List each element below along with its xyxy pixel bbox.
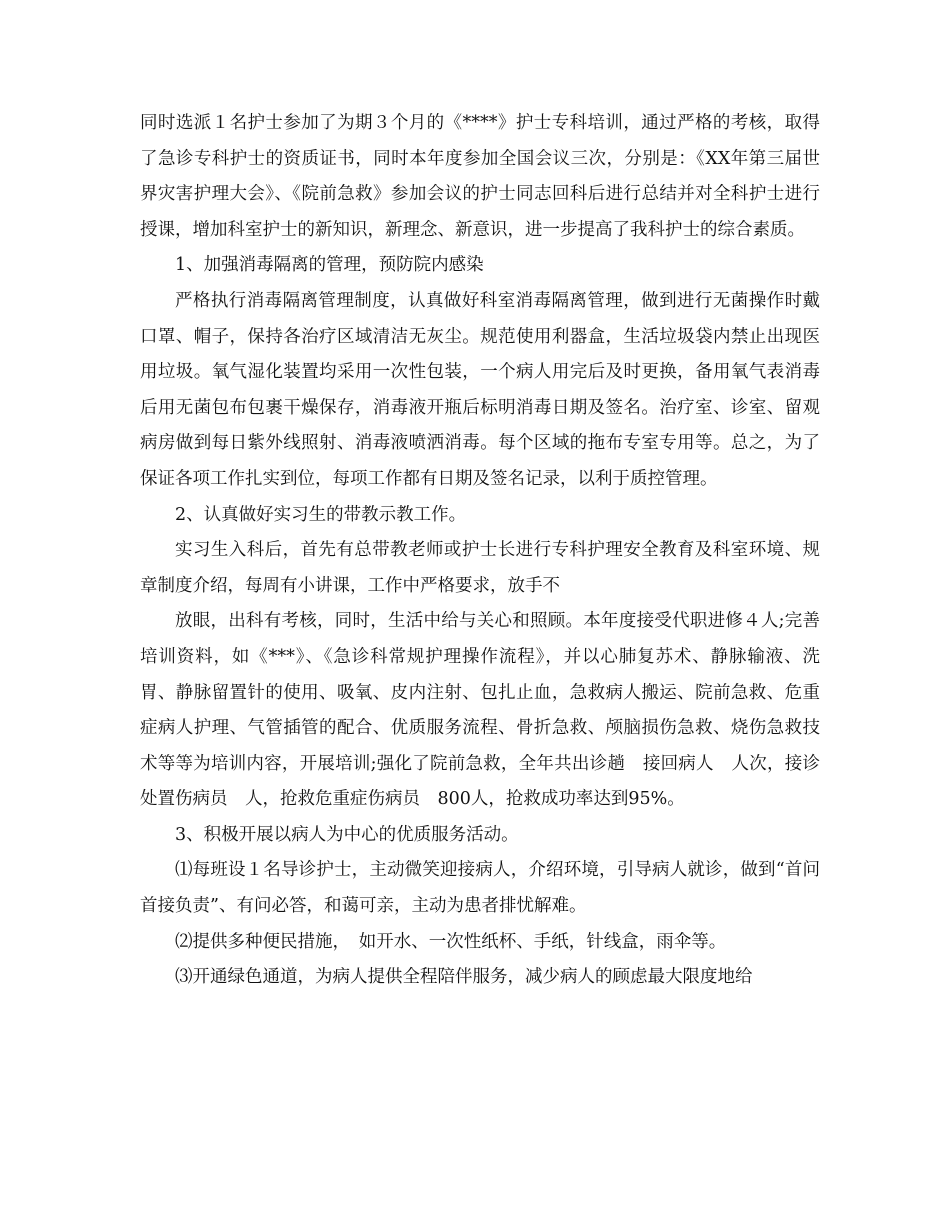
section-heading-intern-teaching: 2、认真做好实习生的带教示教工作。 <box>175 504 467 525</box>
paragraph-intern-training: 放眼，出科有考核，同时，生活中给与关心和照顾。本年度接受代职进修４人;完善培训资料，如《***》、《急诊科常规护理操作流程》，并以心肺复苏术、静脉输液、洗胃、静脉留置针的使用、吸氧、皮内注射、包扎止血，急救病人搬运、院前急救、危重症病人护理、气管插管的配合、优质服务流程、骨折急救、颅脑损伤急救、烧伤急救技术等等为培训内容，开展培训;强化了院前急救，全年共出诊趟 接回病人 人次，接诊处置伤病员 人，抢救危重症伤病员 800人，抢救成功率达到95%。 <box>140 611 820 810</box>
paragraph-disinfection: 严格执行消毒隔离管理制度，认真做好科室消毒隔离管理，做到进行无菌操作时戴口罩、帽子，保持各治疗区域清洁无灰尘。规范使用利器盒，生活垃圾袋内禁止出现医用垃圾。氧气湿化装置均采用一次性包装，一个病人用完后及时更换，备用氧气表消毒后用无菌包布包裹干燥保存，消毒液开瓶后标明消毒日期及签名。治疗室、诊室、留观病房做到每日紫外线照射、消毒液喷洒消毒。每个区域的拖布专室专用等。总之，为了保证各项工作扎实到位，每项工作都有日期及签名记录，以利于质控管理。 <box>140 290 820 489</box>
list-item-convenience-measures: ⑵提供多种便民措施， 如开水、一次性纸杯、手纸，针线盒，雨伞等。 <box>175 931 727 952</box>
section-heading-quality-service: 3、积极开展以病人为中心的优质服务活动。 <box>175 824 519 845</box>
section-heading-disinfection: 1、加强消毒隔离的管理，预防院内感染 <box>175 255 484 276</box>
paragraph-intern-intro: 实习生入科后，首先有总带教老师或护士长进行专科护理安全教育及科室环境、规章制度介绍，每周有小讲课，工作中严格要求，放手不 <box>140 540 820 596</box>
paragraph-training-summary: 同时选派１名护士参加了为期３个月的《****》护士专科培训，通过严格的考核，取得了急诊专科护士的资质证书，同时本年度参加全国会议三次，分别是：《XX年第三届世界灾害护理大会》、《院前急救》参加会议的护士同志回科后进行总结并对全科护士进行授课，增加科室护士的新知识，新理念、新意识，进一步提高了我科护士的综合素质。 <box>140 113 820 240</box>
list-item-green-channel: ⑶开通绿色通道，为病人提供全程陪伴服务，减少病人的顾虑最大限度地给 <box>175 967 753 988</box>
list-item-guide-nurse: ⑴每班设１名导诊护士，主动微笑迎接病人，介绍环境，引导病人就诊，做到“首问首接负责”、有问必答，和蔼可亲，主动为患者排忧解难。 <box>140 860 820 917</box>
document-body <box>140 106 820 996</box>
